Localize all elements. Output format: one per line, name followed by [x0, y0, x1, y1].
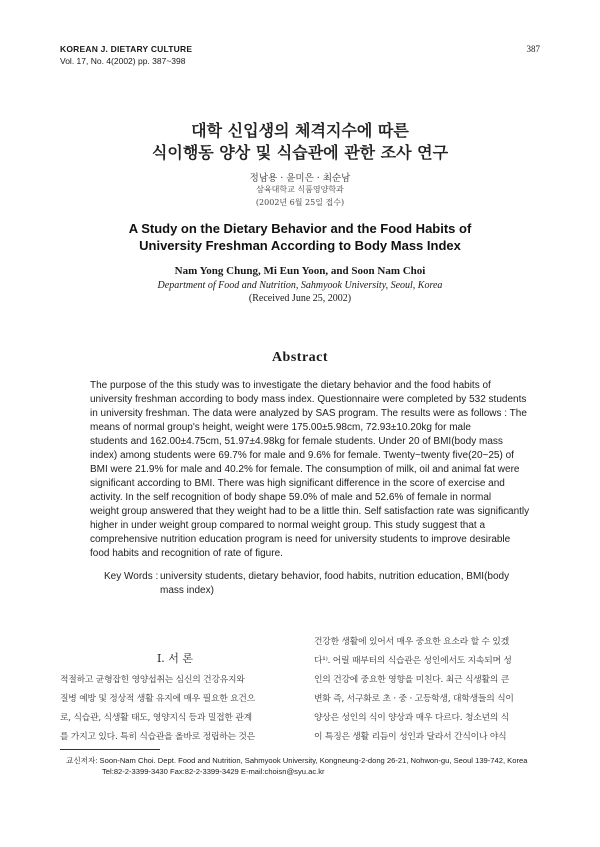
- journal-name: KOREAN J. DIETARY CULTURE: [60, 44, 193, 54]
- korean-authors: 정남용 · 윤미은 · 최순남: [249, 173, 351, 184]
- english-authors: Nam Yong Chung, Mi Eun Yoon, and Soon Nam Choi: [174, 265, 426, 277]
- keywords-label: Key Words :: [104, 571, 159, 582]
- abstract-line: BMI were 21.9% for male and 40.2% for female. The consumption of milk, oil and animal fat were: [90, 464, 520, 475]
- abstract-line: comprehensive nutrition education program is need for university students to improve desirable: [90, 534, 511, 545]
- abstract-line: higher in under weight group compared to normal weight group. This study suggest that a: [90, 520, 486, 531]
- contact-footnote: Tel:82-2-3399-3430 Fax:82-2-3399-3429 E-mail:choisn@syu.ac.kr: [102, 767, 325, 776]
- abstract-line: activity. In the self recognition of body shape 59.0% of male and 52.6% of female in normal: [90, 492, 492, 503]
- body-line: 다¹⁾. 어릴 때부터의 식습관은 성인에서도 지속되며 성: [314, 656, 512, 666]
- english-affiliation: Department of Food and Nutrition, Sahmyook University, Seoul, Korea: [157, 280, 443, 291]
- body-line: 로, 식습관, 식생활 태도, 영양지식 등과 밀접한 관계: [60, 713, 252, 723]
- body-line: 적절하고 균형잡힌 영양섭취는 심신의 건강유지와: [60, 675, 245, 685]
- body-line: 를 가지고 있다. 특히 식습관을 올바로 정립하는 것은: [60, 732, 256, 742]
- abstract-line: food habits and recognition of rate of figure.: [90, 548, 283, 559]
- abstract-line: means of normal group's height, weight were 175.00±5.98cm, 72.93±10.20kg for male: [90, 422, 471, 433]
- section-heading-introduction: I. 서 론: [156, 652, 194, 665]
- abstract-line: in university freshman. The data were analyzed by SAS program. The results were as follows : The: [90, 408, 527, 419]
- korean-title-line-1: 대학 신입생의 체격지수에 따른: [191, 121, 409, 140]
- body-line: 변화 즉, 서구화로 초 · 중 · 고등학생, 대학생들의 식이: [314, 694, 514, 704]
- english-title-line-2: University Freshman According to Body Mass Index: [139, 238, 461, 253]
- korean-affiliation: 삼육대학교 식품영양학과: [256, 185, 344, 194]
- body-line: 인의 건강에 중요한 영향을 미친다. 최근 식생활의 큰: [314, 675, 510, 685]
- body-line: 양상은 성인의 식이 양상과 매우 다르다. 청소년의 식: [314, 713, 510, 723]
- footnote-divider: [60, 749, 160, 750]
- korean-title-line-2: 식이행동 양상 및 식습관에 관한 조사 연구: [151, 143, 449, 162]
- abstract-line: The purpose of the this study was to investigate the dietary behavior and the food habits of: [90, 380, 491, 391]
- abstract-line: university freshman according to body mass index. Questionnaire were completed by 532 students: [90, 394, 527, 405]
- keywords-line: mass index): [160, 585, 214, 596]
- abstract-line: significant according to BMI. There was high significant difference in the score of exercise and: [90, 478, 505, 489]
- body-line: 질병 예방 및 정상적 생활 유지에 매우 필요한 요건으: [60, 694, 256, 704]
- english-title-line-1: A Study on the Dietary Behavior and the Food Habits of: [128, 221, 472, 236]
- abstract-line: index) among students were 69.7% for male and 9.6% for female. Twenty~twenty five(20~25) of: [90, 450, 514, 461]
- page-number: 387: [526, 44, 540, 54]
- keywords-line: university students, dietary behavior, food habits, nutrition education, BMI(body: [160, 571, 510, 582]
- korean-received-date: (2002년 6월 25일 접수): [255, 198, 345, 207]
- journal-volume: Vol. 17, No. 4(2002) pp. 387~398: [60, 56, 186, 66]
- abstract-heading: Abstract: [271, 350, 329, 365]
- abstract-line: weight group answered that they weight had to be a little thin. Self satisfaction rate was significantly: [90, 506, 530, 517]
- body-line: 건강한 생활에 있어서 매우 중요한 요소라 할 수 있겠: [314, 637, 510, 647]
- body-line: 이 특징은 생활 리듬이 성인과 달라서 간식이나 야식: [314, 732, 507, 742]
- english-received-date: (Received June 25, 2002): [248, 293, 352, 304]
- corresponding-author-footnote: 교신저자: Soon-Nam Choi. Dept. Food and Nutrition, Sahmyook University, Kongneung-2-dong 26-21, Nohwon-gu, Seoul 139-742, Korea: [66, 756, 528, 765]
- abstract-line: students and 162.00±4.75cm, 51.97±4.98kg for female students. Under 20 of BMI(body mass: [90, 436, 503, 447]
